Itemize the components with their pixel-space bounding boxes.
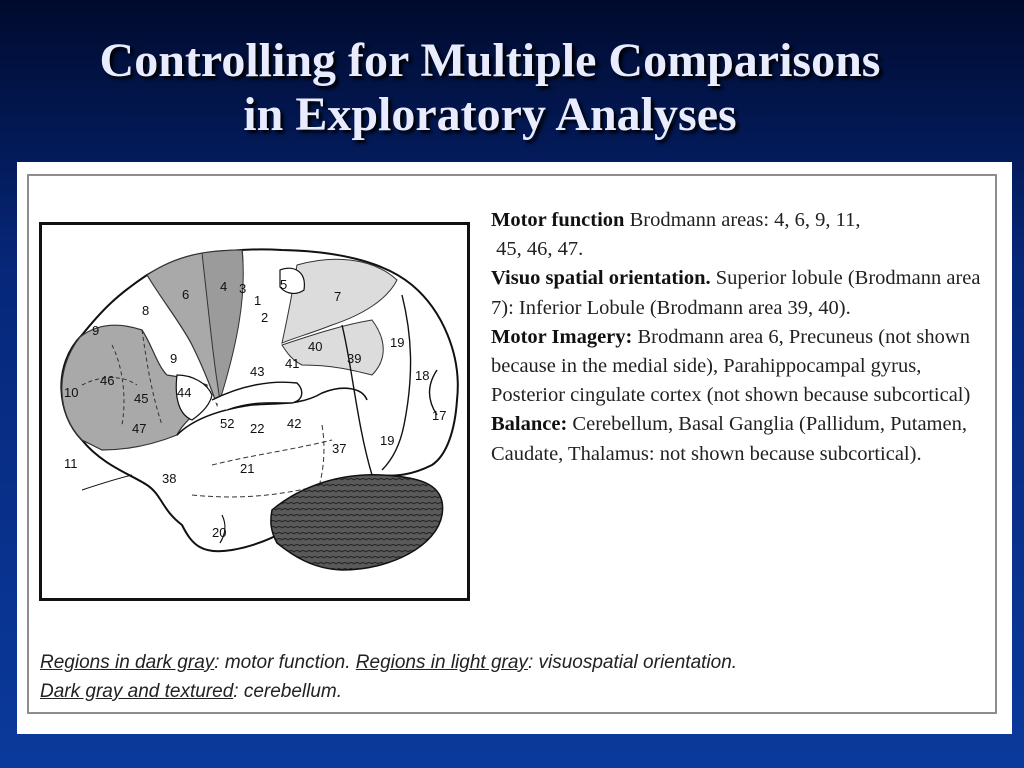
legend-imagery-heading: Motor Imagery: [491, 325, 633, 348]
caption-dark-text: : motor function. [214, 652, 356, 673]
label-area-37: 37 [332, 441, 347, 456]
label-area-43: 43 [250, 364, 265, 379]
label-area-47: 47 [132, 421, 147, 436]
label-area-9-top: 9 [92, 323, 100, 338]
legend-balance [491, 410, 991, 468]
label-area-39: 39 [347, 351, 362, 366]
legend-motor-heading: Motor function [491, 209, 625, 231]
label-area-9-mid: 9 [170, 351, 178, 366]
caption-light-label: Regions in light gray [355, 652, 528, 673]
label-area-4: 4 [220, 279, 228, 294]
label-area-45: 45 [134, 391, 149, 406]
legend-text [491, 206, 991, 469]
label-area-40: 40 [308, 339, 323, 354]
label-area-18: 18 [415, 368, 430, 383]
title-line-2: in Exploratory Analyses [243, 88, 737, 141]
legend-imagery [491, 323, 991, 411]
brain-figure [39, 222, 470, 601]
label-area-3: 3 [239, 281, 247, 296]
label-area-10: 10 [64, 385, 79, 400]
label-area-20: 20 [212, 525, 227, 540]
label-area-5: 5 [280, 277, 288, 292]
label-area-7: 7 [334, 289, 342, 304]
label-area-44: 44 [177, 385, 192, 400]
legend-visuo-heading: Visuo spatial orientation. [491, 267, 711, 290]
label-area-38: 38 [162, 471, 177, 486]
label-area-2: 2 [261, 310, 269, 325]
legend-motor-text: Brodmann areas: 4, 6, 9, 11, [624, 209, 861, 231]
figure-panel [17, 162, 1012, 734]
legend-balance-heading: Balance: [491, 413, 568, 436]
label-area-52: 52 [220, 416, 235, 431]
caption-textured-label: Dark gray and textured [40, 681, 234, 702]
caption-dark-label: Regions in dark gray [40, 652, 215, 673]
label-area-22: 22 [250, 421, 265, 436]
caption-light-text: : visuospatial orientation. [527, 652, 738, 673]
legend-motor [491, 206, 991, 264]
label-area-19-top: 19 [390, 335, 405, 350]
label-area-17: 17 [432, 408, 447, 423]
legend-visuo [491, 264, 991, 322]
label-area-1: 1 [254, 293, 262, 308]
label-area-42: 42 [287, 416, 302, 431]
label-area-8: 8 [142, 303, 150, 318]
figure-caption [40, 648, 940, 706]
label-area-6: 6 [182, 287, 190, 302]
legend-balance-text: Cerebellum, Basal Ganglia (Pallidum, Putamen, Caudate, Thalamus: not shown because subcortical). [491, 413, 967, 465]
brain-diagram [42, 225, 467, 598]
label-area-19-bottom: 19 [380, 433, 395, 448]
title-line-1: Controlling for Multiple Comparisons [99, 34, 881, 87]
label-area-46: 46 [100, 373, 115, 388]
legend-visuo-text: Superior lobule (Brodmann area 7): Inferior Lobule (Brodmann area 39, 40). [491, 267, 981, 319]
label-area-21: 21 [240, 461, 255, 476]
legend-motor-text-2: 45, 46, 47. [496, 238, 584, 261]
legend-imagery-text: Brodmann area 6, Precuneus (not shown because in the medial side), Parahippocampal gyrus, Posterior cingulate cortex (not shown because subcortical) [491, 325, 971, 407]
caption-textured-text: : cerebellum. [233, 681, 343, 702]
label-area-41: 41 [285, 356, 300, 371]
slide-title [0, 34, 980, 142]
label-area-11: 11 [64, 456, 78, 471]
